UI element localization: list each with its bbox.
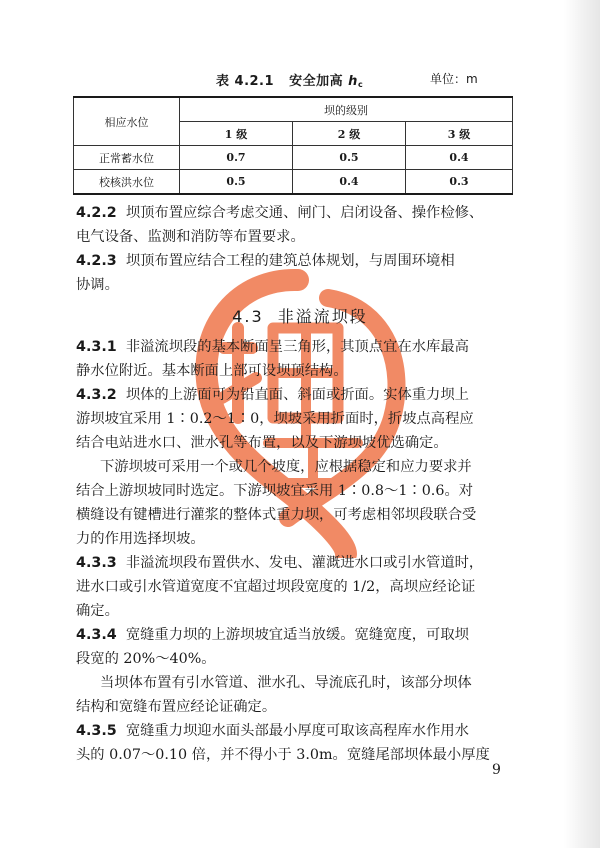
clause-number: 4.3.5 — [76, 723, 117, 739]
row-header-cell: 相应水位 — [74, 97, 180, 146]
body-line: 横缝设有键槽进行灌浆的整体式重力坝，可考虑相邻坝段联合受 — [76, 507, 477, 523]
table-caption: 表 4.2.1 安全加高 $h_c$ — [216, 74, 364, 89]
value-cell: 0.4 — [293, 170, 406, 195]
body-line: 头的 0.07～0.10 倍，并不得小于 3.0m。宽缝尾部坝体最小厚度 — [76, 747, 490, 763]
body-line: 力的作用选择坝坡。 — [76, 531, 205, 547]
row-label-cell: 校核洪水位 — [74, 170, 180, 195]
body-line: 结合上游坝坡同时选定。下游坝坡宜采用 1∶0.8～1∶0.6。对 — [76, 483, 474, 499]
body-line: 结合电站进水口、泄水孔等布置，以及下游坝坡优选确定。 — [76, 435, 448, 451]
clause-number: 4.2.2 — [76, 205, 117, 221]
body-line: 4.3.1 非溢流坝段的基本断面呈三角形，其顶点宜在水库最高 — [76, 339, 469, 355]
body-line: 游坝坡宜采用 1∶0.2～1∶0，坝坡采用折面时，折坡点高程应 — [76, 411, 474, 427]
value-cell: 0.3 — [406, 170, 513, 195]
page-number: 9 — [492, 762, 501, 778]
group-header-cell: 坝的级别 — [180, 97, 513, 122]
body-line: 4.3.5 宽缝重力坝迎水面头部最小厚度可取该高程库水作用水 — [76, 723, 469, 739]
value-cell: 0.5 — [180, 170, 293, 195]
body-line: 协调。 — [76, 277, 119, 293]
body-line: 电气设备、监测和消防等布置要求。 — [76, 229, 305, 245]
clause-number: 4.3.4 — [76, 627, 117, 643]
body-line: 当坝体布置有引水管道、泄水孔、导流底孔时，该部分坝体 — [100, 675, 472, 691]
column-header-cell: 3 级 — [406, 122, 513, 146]
body-line: 静水位附近。基本断面上部可设坝顶结构。 — [76, 363, 348, 379]
clause-number: 4.3.2 — [76, 387, 117, 403]
body-line: 确定。 — [76, 603, 119, 619]
body-line: 结构和宽缝布置应经论证确定。 — [76, 699, 277, 715]
body-line: 4.3.4 宽缝重力坝的上游坝坡宜适当放缓。宽缝宽度，可取坝 — [76, 627, 469, 643]
table-unit: 单位：m — [430, 72, 478, 86]
body-line: 4.3.2 坝体的上游面可为铅直面、斜面或折面。实体重力坝上 — [76, 387, 469, 403]
section-heading: 4.3 非溢流坝段 — [232, 307, 368, 326]
table-row — [74, 170, 513, 195]
body-line: 4.3.3 非溢流坝段布置供水、发电、灌溉进水口或引水管道时， — [76, 555, 484, 571]
body-line: 下游坝坡可采用一个或几个坡度，应根据稳定和应力要求并 — [100, 459, 472, 475]
column-header-cell: 2 级 — [293, 122, 406, 146]
freeboard-table — [73, 96, 513, 195]
clause-number: 4.3.1 — [76, 339, 117, 355]
value-cell: 0.7 — [180, 146, 293, 170]
value-cell: 0.4 — [406, 146, 513, 170]
clause-number: 4.3.3 — [76, 555, 117, 571]
value-cell: 0.5 — [293, 146, 406, 170]
body-line: 4.2.2 坝顶布置应综合考虑交通、闸门、启闭设备、操作检修、 — [76, 205, 484, 221]
clause-number: 4.2.3 — [76, 253, 117, 269]
row-label-cell: 正常蓄水位 — [74, 146, 180, 170]
table-row — [74, 146, 513, 170]
body-line: 4.2.3 坝顶布置应结合工程的建筑总体规划，与周围环境相 — [76, 253, 455, 269]
body-line: 段宽的 20%～40%。 — [76, 651, 216, 667]
column-header-cell: 1 级 — [180, 122, 293, 146]
body-line: 进水口或引水管道宽度不宜超过坝段宽度的 1/2，高坝应经论证 — [76, 579, 476, 595]
